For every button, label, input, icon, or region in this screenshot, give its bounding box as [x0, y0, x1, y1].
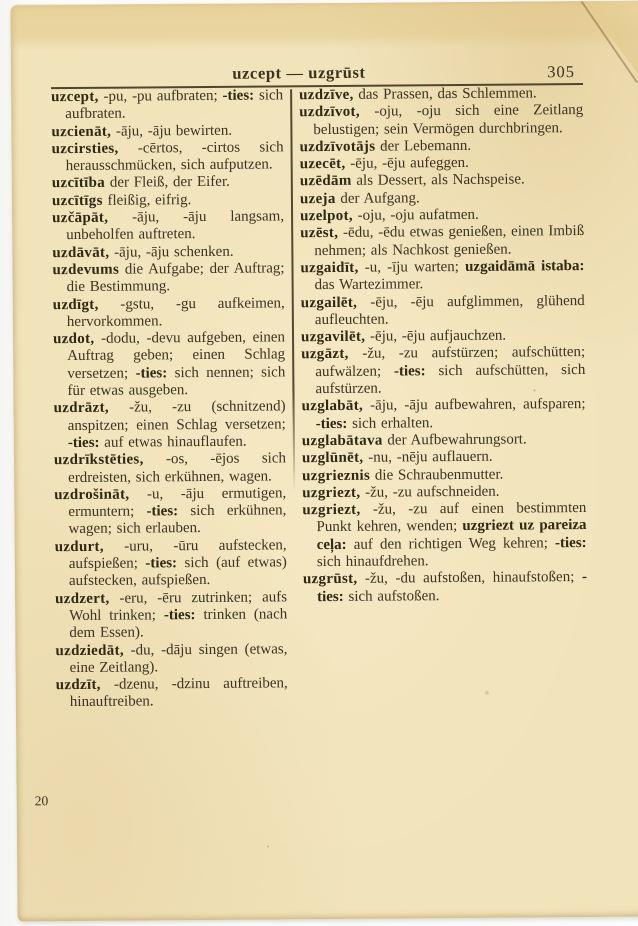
headword: uzdīgt, [52, 296, 99, 313]
entry-text-segment: -oju, -oju sich eine Zeitlang belustigen; sein Vermögen durchbringen. [313, 102, 584, 138]
entry-text-segment: auf den richtigen Weg kehren; [346, 534, 556, 553]
entry-text-segment: -u, -āju ermutigen, ermuntern; [68, 485, 287, 521]
entry-text-segment: die Aufgabe; der Auftrag; die Bestimmung. [66, 260, 285, 296]
entry-text-segment: sich erkühnen, wagen; sich erlauben. [68, 502, 287, 538]
entry-text-segment: -žu, -zu aufschneiden. [360, 483, 500, 501]
entry-text-segment: der Aufgang. [335, 190, 420, 207]
running-head: uzcept — uzgrūst [232, 62, 366, 83]
dictionary-entry [55, 537, 287, 591]
dictionary-entry [55, 589, 287, 643]
entry-text-segment: -dodu, -devu aufgeben, einen Auftrag geben; einen Schlag versetzen; [67, 329, 286, 382]
headword: uzgaidīt, [300, 259, 359, 277]
headword: uzgāzt, [301, 346, 349, 363]
entry-text-segment: -u, -īju warten; [358, 258, 466, 276]
dictionary-entry [53, 295, 285, 331]
entry-text-segment: die Schraubenmutter. [370, 466, 504, 484]
entry-text-segment: -gstu, -gu aufkeimen, hervorkommen. [66, 294, 285, 330]
entry-text-segment: fleißig, eifrig. [102, 191, 192, 209]
dictionary-entry [54, 399, 286, 453]
entry-text-segment: -nu, -nēju auflauern. [363, 448, 493, 466]
headword: uzecēt, [299, 156, 346, 173]
left-column [51, 87, 289, 821]
headword: uzcept, [51, 88, 99, 106]
entry-text-segment: -žu, -zu auf einen bestimmten Punkt kehren, wenden; [316, 500, 587, 536]
dictionary-entry [299, 137, 583, 157]
headword: uzdrošināt, [54, 486, 130, 503]
entry-text-segment: das Prassen, das Schlemmen. [353, 85, 537, 103]
entry-text-segment: -ēju, -ēju aufeggen. [345, 155, 469, 173]
dictionary-entry [301, 293, 585, 330]
dictionary-entry [300, 223, 584, 260]
dictionary-entry [54, 485, 286, 539]
dictionary-page [10, 1, 638, 922]
headword: uzcītība [51, 175, 106, 192]
dictionary-entry [302, 431, 586, 451]
entry-text-segment: sich hinaufdrehen. [316, 553, 429, 571]
page-top-edge-shade [10, 1, 638, 50]
entry-text-segment: -āju, -āju schenken. [109, 243, 234, 261]
entry-text-segment: -cērtos, -cirtos sich herausschmücken, sich aufputzen. [65, 139, 284, 175]
page-header [51, 58, 583, 89]
entry-text-segment: -du, -dāju singen (etwas, eine Zeitlang). [69, 640, 288, 676]
entry-text-segment: -eru, -ēru zutrinken; aufs Wohl trinken; [69, 588, 288, 624]
entry-bold-segment: -ties: [146, 503, 179, 520]
entry-bold-segment: uzgaidāmā istaba: [464, 257, 585, 275]
headword: uzcienāt, [51, 123, 112, 140]
column-divider-rule [290, 89, 295, 491]
headword: uzdāvāt, [52, 244, 110, 261]
headword: uzglabāt, [301, 398, 364, 415]
headword: uzglabātava [301, 432, 383, 450]
headword: uzelpot, [300, 207, 353, 225]
entry-bold-segment: -ties: [163, 606, 196, 624]
headword: uzdzīvot, [299, 104, 360, 121]
entry-text-segment: sich (auf etwas) aufstecken, aufspießen. [68, 554, 287, 590]
dictionary-entry [301, 344, 585, 398]
dictionary-entry [303, 569, 587, 606]
entry-text-segment: sich aufstoßen. [343, 587, 440, 605]
dictionary-entry [51, 122, 283, 141]
entry-bold-segment: uzgriezt uz pareiza ceļa: [316, 517, 587, 553]
entry-text-segment: sich aufschütten, sich aufstürzen. [315, 361, 586, 398]
entry-text-segment: sich aufbraten. [65, 87, 284, 123]
entry-bold-segment: -ties: [554, 534, 587, 551]
headword: uzdzert, [55, 590, 110, 607]
headword: uzcirsties, [51, 140, 119, 158]
dictionary-entry [52, 174, 284, 193]
entry-text-segment: -ēju, -ēju aufglimmen, glühend aufleuchten. [314, 292, 585, 328]
entry-text-segment: der Aufbewahrungsort. [382, 431, 527, 449]
dictionary-entry [55, 641, 287, 677]
headword: uzdevums [52, 261, 120, 279]
dictionary-entry [301, 327, 585, 347]
entry-text-segment: der Lebemann. [375, 137, 472, 155]
entry-text-segment: -āju, -āju langsam, unbeholfen auftreten. [66, 208, 285, 244]
headword: uzgavilēt, [300, 328, 366, 346]
entry-bold-segment: -ties: [67, 434, 100, 451]
entry-text-segment: -oju, -oju aufatmen. [352, 206, 479, 224]
dictionary-entry [54, 451, 286, 487]
headword: uzdziedāt, [55, 642, 124, 659]
dictionary-entry [300, 189, 584, 209]
dictionary-entry [300, 258, 584, 295]
dictionary-entry [53, 330, 286, 401]
entry-text-segment: -āju, -āju bewirten. [111, 122, 233, 140]
dictionary-entry [52, 191, 284, 210]
entry-text-segment: -uru, -ūru aufstecken, aufspießen; [68, 537, 287, 573]
paper-specks [10, 5, 12, 7]
entry-text-segment: -žu, -zu aufstürzen; aufschütten; aufwälzen; [315, 344, 586, 380]
dictionary-entry [302, 500, 587, 571]
headword: uzglūnēt, [301, 449, 364, 467]
entry-bold-segment: -ties: [222, 87, 255, 104]
entry-bold-segment: -ties: [145, 555, 178, 572]
entry-text-segment: das Wartezimmer. [314, 276, 424, 294]
entry-text-segment: als Dessert, als Nachspeise. [351, 171, 525, 190]
dictionary-entry [300, 206, 584, 226]
dictionary-entry [300, 171, 584, 191]
dictionary-entry [302, 448, 586, 468]
dictionary-entry [52, 243, 284, 262]
entry-text-segment: -žu, -zu (schnitzend) anspitzen; einen Schlag versetzen; [67, 398, 286, 434]
dictionary-entry [56, 675, 288, 711]
headword: uzgrieznis [302, 467, 371, 484]
headword: uzēdām [299, 173, 352, 190]
headword: uzdzīve, [299, 86, 354, 104]
headword: uzdrāzt, [53, 400, 109, 417]
entry-text-segment: -āju, -āju aufbewahren, aufsparen; [362, 396, 586, 415]
headword: uzgriezt, [302, 501, 361, 519]
headword: uzgailēt, [300, 294, 358, 311]
entry-bold-segment: -ties: [315, 415, 348, 432]
headword: uzdurt, [54, 538, 104, 555]
entry-text-segment: -ēju, -ēju aufjauchzen. [365, 327, 507, 345]
headword: uzčāpāt, [52, 209, 109, 227]
entry-text-segment: auf etwas hinauflaufen. [99, 433, 247, 451]
entry-text-segment: -os, -ējos sich erdreisten, sich erkühnen, wagen. [68, 450, 287, 486]
entry-text-segment: sich erhalten. [347, 414, 434, 432]
dictionary-entry [52, 208, 284, 244]
dictionary-entry [299, 85, 583, 105]
entry-text-segment: -dzenu, -dzinu auftreiben, hinauftreiben. [69, 675, 288, 711]
headword: uzgrūst, [302, 571, 358, 588]
text-columns [51, 85, 589, 821]
dictionary-entry [52, 260, 284, 296]
headword: uzdot, [52, 331, 95, 348]
entry-text-segment: -žu, -du aufstoßen, hinaufstoßen; [357, 569, 582, 588]
dictionary-entry [51, 139, 283, 175]
headword: uzdzīt, [55, 676, 101, 694]
entry-bold-segment: -ties: [135, 365, 168, 382]
entry-text-segment: der Fleiß, der Eifer. [104, 174, 230, 192]
dictionary-entry [300, 154, 584, 174]
page-number: 305 [547, 62, 576, 82]
headword: uzdzīvotājs [299, 138, 376, 156]
entry-text-segment: trinken (nach dem Essen). [69, 606, 288, 642]
dictionary-entry [302, 466, 586, 486]
entry-text-segment: -pu, -pu aufbraten; [98, 87, 223, 105]
dictionary-entry [299, 102, 583, 139]
entry-text-segment: -ēdu, -ēdu etwas genießen, einen Imbiß nehmen; als Nachkost genießen. [314, 223, 585, 259]
headword: uzcītīgs [51, 192, 103, 209]
right-column [299, 85, 589, 819]
dictionary-entry [302, 396, 586, 433]
entry-bold-segment: -ties: [393, 362, 426, 380]
dictionary-entry [302, 483, 586, 503]
headword: uzeja [299, 190, 336, 208]
entry-text-segment: sich nennen; sich für etwas ausgeben. [67, 364, 286, 400]
signature-mark: 20 [34, 793, 49, 809]
dictionary-entry [51, 87, 283, 123]
headword: uzēst, [300, 225, 339, 242]
headword: uzgriezt, [302, 484, 361, 502]
headword: uzdrīkstēties, [53, 451, 144, 469]
entry-bold-segment: -ties: [317, 569, 587, 605]
